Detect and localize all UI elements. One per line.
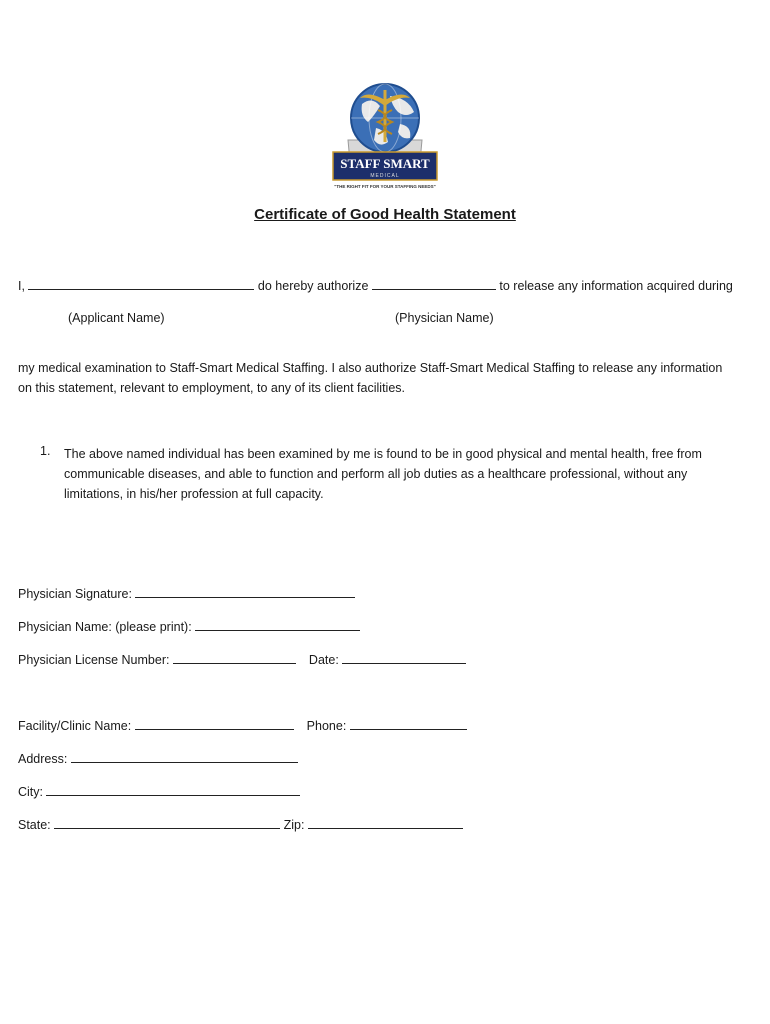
facility-label: Facility/Clinic Name: (18, 719, 132, 733)
continuation-line-2: on this statement, relevant to employment, to any of its client facilities. (18, 381, 405, 395)
phone-field[interactable] (350, 717, 467, 730)
physician-signature-field[interactable] (135, 585, 355, 598)
authorization-middle: do hereby authorize (257, 279, 369, 293)
zip-field[interactable] (308, 816, 463, 829)
statement-line-2: communicable diseases, and able to function and perform all job duties as a healthcare professional, without any (64, 467, 688, 481)
zip-label: Zip: (283, 818, 305, 832)
city-row (18, 783, 300, 799)
date-label: Date: (308, 653, 339, 667)
applicant-name-field[interactable] (28, 277, 254, 290)
authorization-prefix: I, (18, 279, 25, 293)
staff-smart-logo (328, 82, 442, 192)
address-row (18, 750, 298, 766)
physician-signature-row (18, 585, 355, 601)
physician-license-field[interactable] (173, 651, 296, 664)
statement-text (64, 444, 724, 504)
physician-signature-label: Physician Signature: (18, 587, 132, 601)
date-field[interactable] (342, 651, 466, 664)
physician-license-label: Physician License Number: (18, 653, 170, 667)
statement-number: 1. (40, 444, 51, 458)
svg-text:"THE RIGHT FIT FOR YOUR STAFFI: "THE RIGHT FIT FOR YOUR STAFFING NEEDS" (334, 184, 436, 189)
physician-name-field[interactable] (372, 277, 496, 290)
physician-license-row (18, 651, 466, 667)
phone-label: Phone: (306, 719, 347, 733)
svg-text:MEDICAL: MEDICAL (370, 173, 400, 179)
authorization-continuation (18, 358, 748, 398)
statement-line-1: The above named individual has been examined by me is found to be in good physical and mental health, free from (64, 447, 702, 461)
facility-row (18, 717, 467, 733)
city-field[interactable] (46, 783, 300, 796)
svg-text:STAFF SMART: STAFF SMART (340, 156, 430, 171)
statement-line-3: limitations, in his/her profession at full capacity. (64, 487, 324, 501)
applicant-name-caption: (Applicant Name) (68, 311, 165, 325)
city-label: City: (18, 785, 43, 799)
physician-print-name-field[interactable] (195, 618, 360, 631)
physician-name-caption: (Physician Name) (395, 311, 494, 325)
continuation-line-1: my medical examination to Staff-Smart Medical Staffing. I also authorize Staff-Smart Medical Staffing to release any information (18, 361, 723, 375)
facility-field[interactable] (135, 717, 294, 730)
document-title: Certificate of Good Health Statement (254, 206, 516, 223)
address-label: Address: (18, 752, 68, 766)
state-zip-row (18, 816, 463, 832)
authorization-suffix: to release any information acquired during (499, 279, 733, 293)
address-field[interactable] (71, 750, 298, 763)
physician-print-name-row (18, 618, 360, 634)
physician-print-name-label: Physician Name: (please print): (18, 620, 192, 634)
state-field[interactable] (54, 816, 280, 829)
state-label: State: (18, 818, 51, 832)
authorization-line (18, 277, 733, 293)
